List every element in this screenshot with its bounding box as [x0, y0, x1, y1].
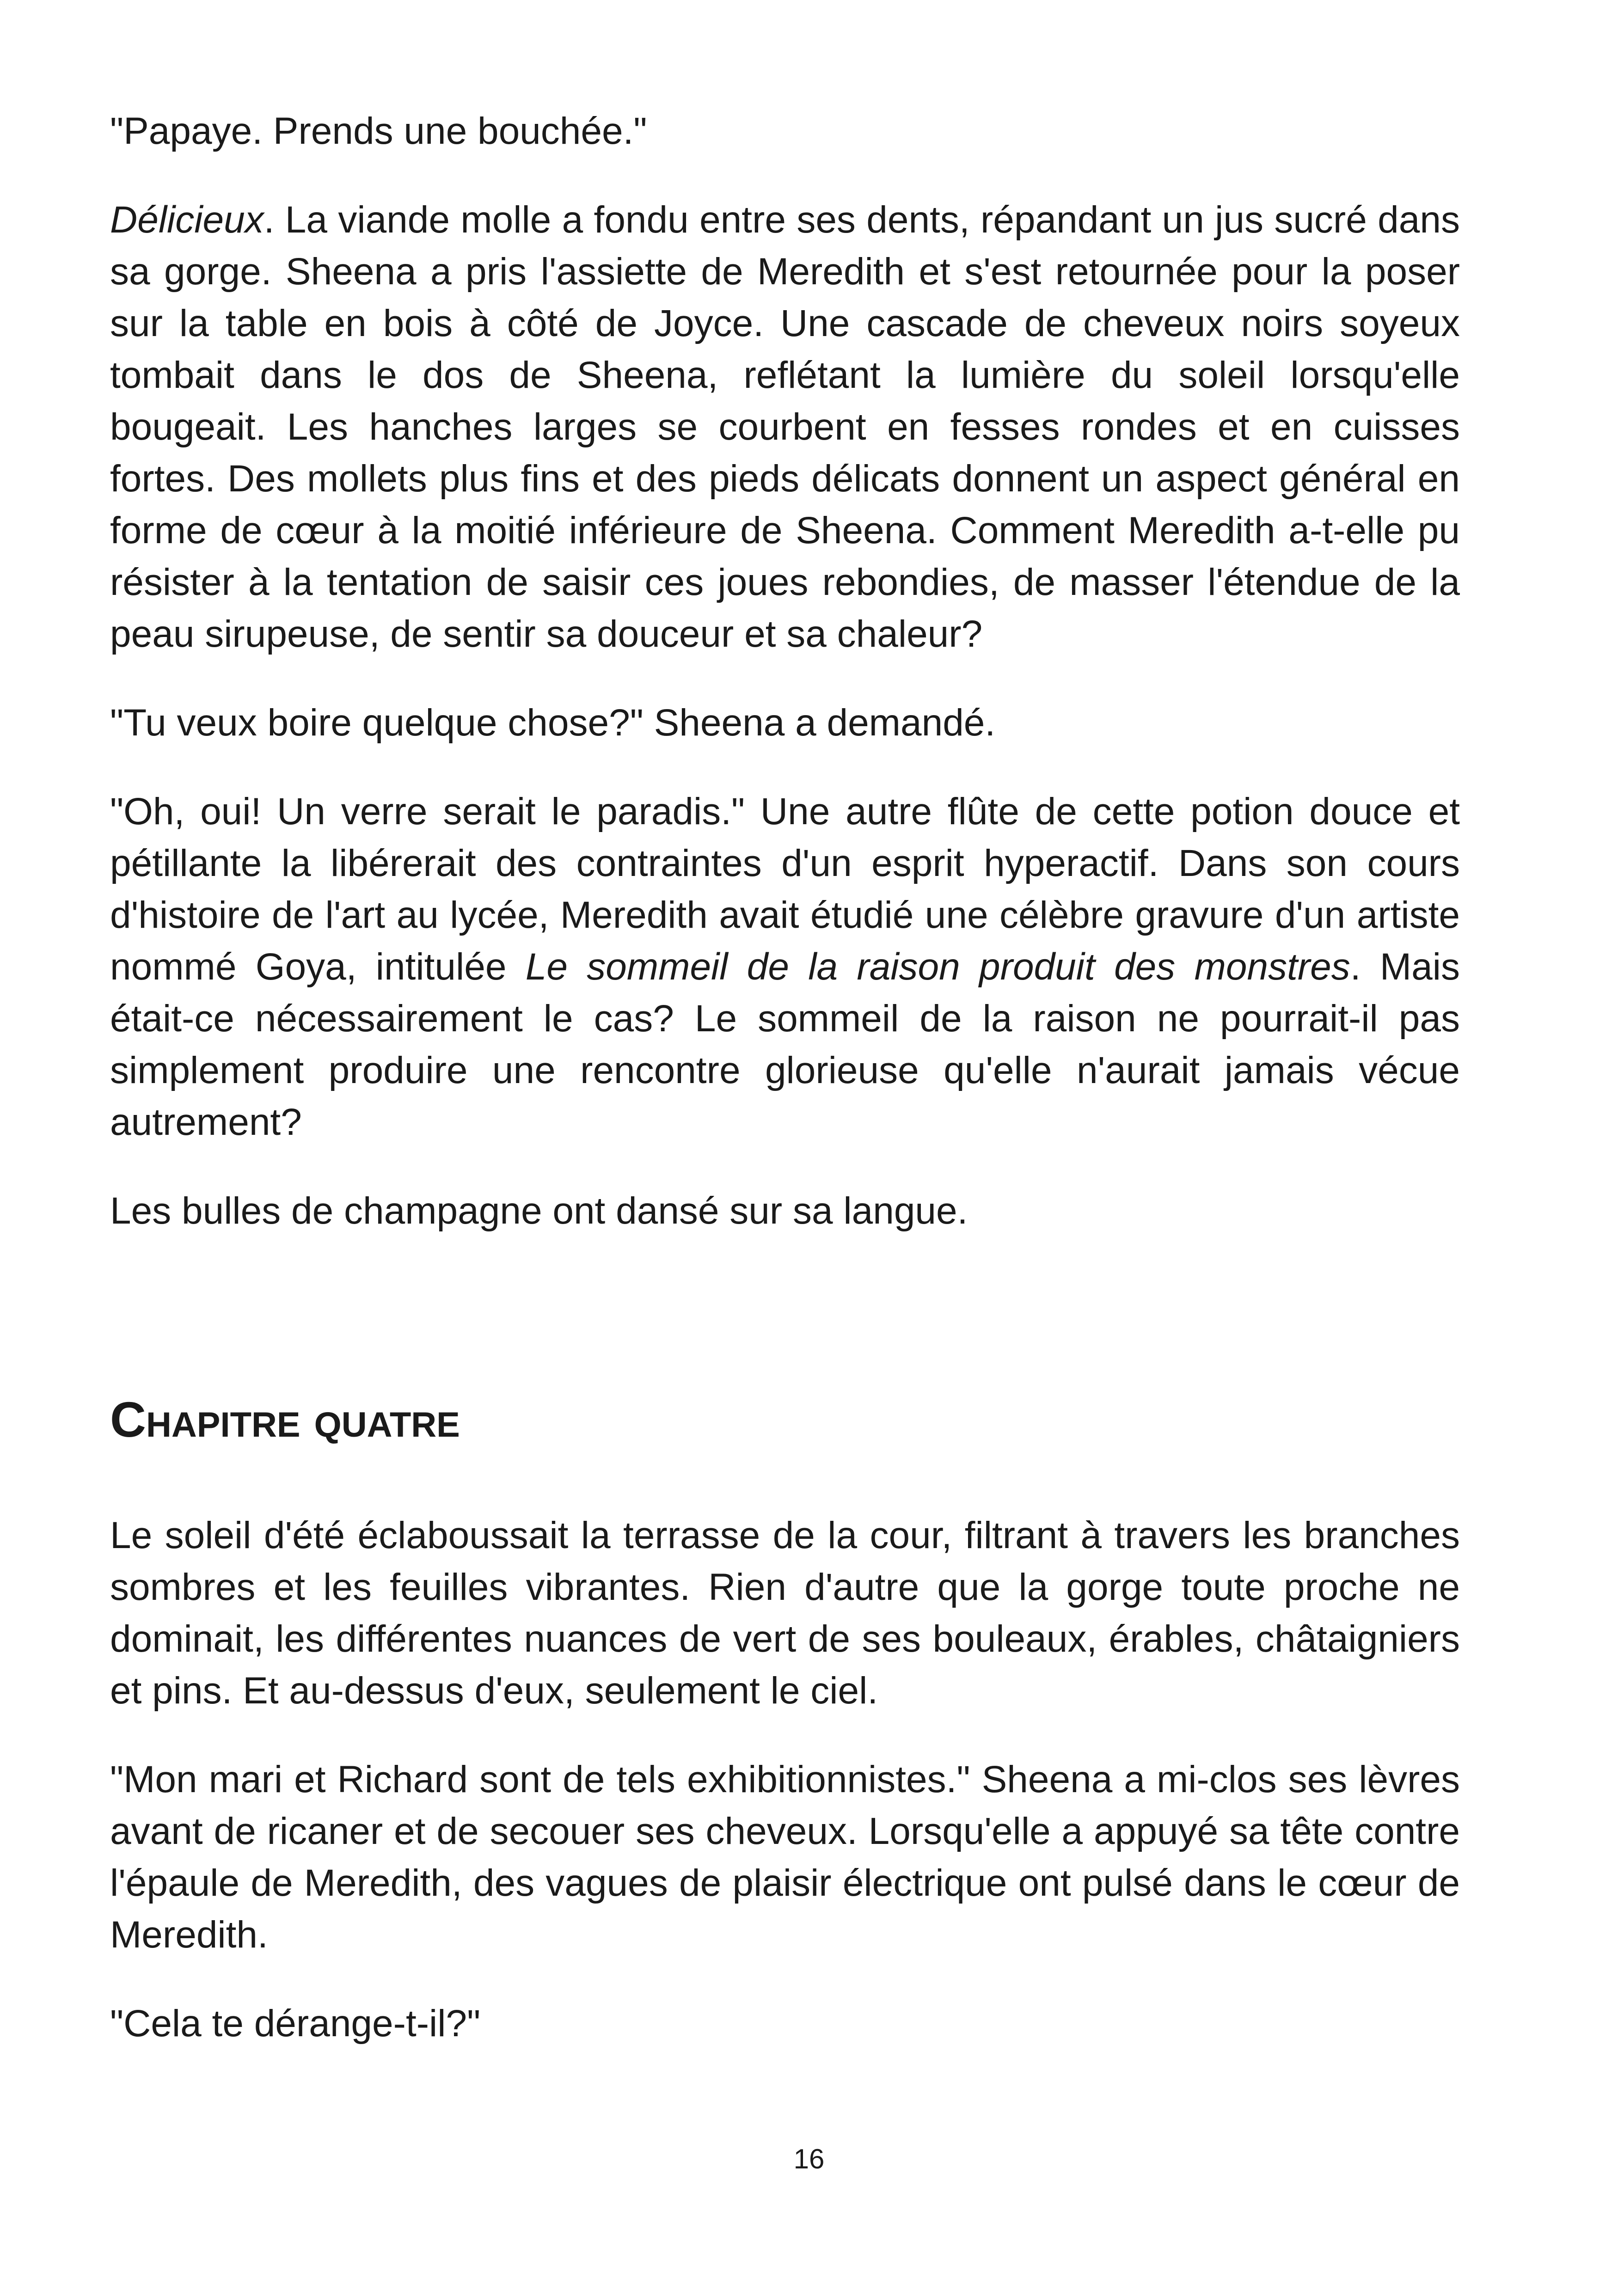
text-column [110, 105, 1460, 2087]
text-run: "Papaye. Prends une bouchée." [110, 110, 647, 152]
paragraph [110, 105, 1460, 157]
paragraph [110, 1754, 1460, 1961]
paragraph [110, 786, 1460, 1148]
text-run: . La viande molle a fondu entre ses dents, répandant un jus sucré dans sa gorge. Sheena a pris l'assiette de Meredith et s'est retournée pour la poser sur la table en bois à côté de Joyce. Une cascade de cheveux noirs soyeux tombait dans le dos de Sheena, reflétant la lumière du soleil lorsqu'elle bougeait. Les hanches larges se courbent en fesses rondes et en cuisses fortes. Des mollets plus fins et des pieds délicats donnent un aspect général en forme de cœur à la moitié inférieure de Sheena. Comment Meredith a-t-elle pu résister à la tentation de saisir ces joues rebondies, de masser l'étendue de la peau sirupeuse, de sentir sa douceur et sa chaleur? [110, 199, 1460, 655]
paragraph [110, 1998, 1460, 2050]
section-after-chapter [110, 1510, 1460, 2050]
chapter-title-initial: C [110, 1391, 146, 1447]
paragraph [110, 1510, 1460, 1717]
text-run: Le soleil d'été éclaboussait la terrasse de la cour, filtrant à travers les branches sombres et les feuilles vibrantes. Rien d'autre que la gorge toute proche ne dominait, les différentes nuances de vert de ses bouleaux, érables, châtaigniers et pins. Et au-dessus d'eux, seulement le ciel. [110, 1514, 1460, 1712]
text-run: "Mon mari et Richard sont de tels exhibitionnistes." Sheena a mi-clos ses lèvres avant de ricaner et de secouer ses cheveux. Lorsqu'elle a appuyé sa tête contre l'épaule de Meredith, des vagues de plaisir électrique ont pulsé dans le cœur de Meredith. [110, 1758, 1460, 1956]
text-run: "Tu veux boire quelque chose?" Sheena a demandé. [110, 702, 996, 744]
chapter-gap [110, 1274, 1460, 1390]
text-run: "Cela te dérange-t-il?" [110, 2002, 481, 2045]
text-run: "Oh, oui! Un verre serait le paradis." Une autre flûte de cette potion douce et pétillante la libérerait des contraintes d'un esprit hyperactif. Dans son cours d'histoire de l'art au lycée, Meredith avait étudié une célèbre gravure d'un artiste nommé Goya, intitulée [110, 790, 1460, 988]
paragraph [110, 1185, 1460, 1237]
text-run: Les bulles de champagne ont dansé sur sa langue. [110, 1190, 968, 1232]
paragraph [110, 697, 1460, 749]
italic-text: Délicieux [110, 199, 264, 241]
page-number: 16 [793, 2143, 825, 2174]
chapter-title [110, 1390, 1460, 1450]
chapter-title-rest: hapitre quatre [146, 1391, 460, 1447]
text-run: . Mais était-ce nécessairement le cas? Le sommeil de la raison ne pourrait-il pas simplement produire une rencontre glorieuse qu'elle n'aurait jamais vécue autrement? [110, 946, 1460, 1143]
paragraph [110, 194, 1460, 660]
italic-text: Le sommeil de la raison produit des monstres [525, 946, 1350, 988]
section-before-chapter [110, 105, 1460, 1237]
